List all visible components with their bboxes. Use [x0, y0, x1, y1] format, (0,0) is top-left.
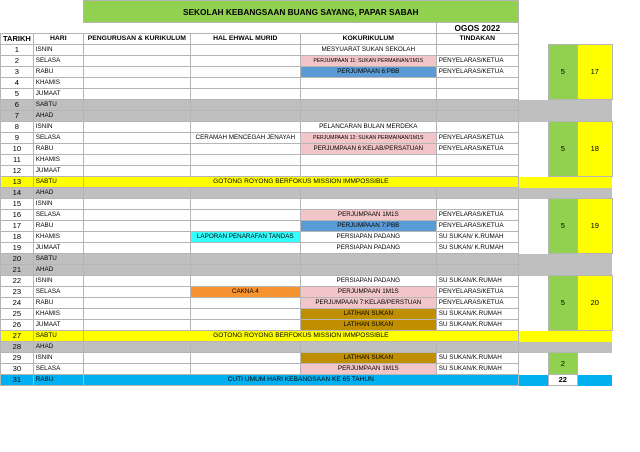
pengurusan-cell [83, 199, 190, 210]
kokurikulum-cell [300, 188, 436, 199]
date-cell: 5 [1, 89, 34, 100]
kokurikulum-cell [300, 89, 436, 100]
spacer [577, 111, 612, 122]
pengurusan-cell [83, 56, 190, 67]
hem-cell [190, 100, 300, 111]
hem-cell [190, 56, 300, 67]
spacer [518, 298, 548, 309]
spacer [577, 342, 612, 353]
day-cell: ISNIN [33, 276, 83, 287]
week-number: 18 [577, 122, 612, 177]
tindakan-cell: PENYELARAS/KETUA [436, 133, 518, 144]
date-cell: 25 [1, 309, 34, 320]
week-days-count: 2 [548, 353, 577, 375]
spacer [518, 276, 548, 287]
hem-cell [190, 111, 300, 122]
spacer [518, 177, 548, 188]
spacer [548, 342, 577, 353]
date-cell: 13 [1, 177, 34, 188]
tindakan-cell: PENYELARAS/KETUA [436, 287, 518, 298]
pengurusan-cell [83, 254, 190, 265]
schedule-row [1, 56, 613, 67]
date-cell: 18 [1, 232, 34, 243]
spacer [518, 265, 548, 276]
spacer [577, 331, 612, 342]
header-kokurikulum: KOKURIKULUM [300, 34, 436, 45]
spacer [518, 210, 548, 221]
day-cell: RABU [33, 144, 83, 155]
kokurikulum-cell [300, 342, 436, 353]
tindakan-cell [436, 45, 518, 56]
spacer [518, 331, 548, 342]
day-cell: JUMAAT [33, 166, 83, 177]
tindakan-cell: SU SUKAN/K.RUMAH [436, 309, 518, 320]
schedule-row [1, 331, 613, 342]
week-days-count: 5 [548, 276, 577, 331]
pengurusan-cell [83, 188, 190, 199]
spacer [577, 177, 612, 188]
spacer [518, 45, 548, 56]
kokurikulum-cell: PERJUMPAAN 7:KELAB/PERSTUAN [300, 298, 436, 309]
week-days-count: 5 [548, 122, 577, 177]
spacer [548, 265, 577, 276]
tindakan-cell [436, 155, 518, 166]
schedule-row [1, 111, 613, 122]
spacer [577, 375, 612, 386]
schedule-row [1, 232, 613, 243]
header-pengurusan: PENGURUSAN & KURIKULUM [83, 34, 190, 45]
kokurikulum-cell: PERSIAPAN PADANG [300, 232, 436, 243]
day-cell: SELASA [33, 287, 83, 298]
spacer [518, 188, 548, 199]
tindakan-cell [436, 188, 518, 199]
pengurusan-cell [83, 133, 190, 144]
kokurikulum-cell [300, 265, 436, 276]
spacer [518, 199, 548, 210]
hem-cell [190, 155, 300, 166]
date-cell: 2 [1, 56, 34, 67]
spacer [518, 243, 548, 254]
schedule-row [1, 221, 613, 232]
tindakan-cell: PENYELARAS/KETUA [436, 56, 518, 67]
tindakan-cell: PENYELARAS/KETUA [436, 67, 518, 78]
day-cell: SABTU [33, 254, 83, 265]
pengurusan-cell [83, 309, 190, 320]
week-count-total: 22 [548, 375, 577, 386]
day-cell: RABU [33, 221, 83, 232]
tindakan-cell [436, 254, 518, 265]
schedule-row [1, 45, 613, 56]
hem-cell: CERAMAH MENCEGAH JENAYAH [190, 133, 300, 144]
kokurikulum-cell: PERSIAPAN PADANG [300, 243, 436, 254]
spacer [577, 188, 612, 199]
day-cell: KHAMIS [33, 78, 83, 89]
hem-cell: CAKNA 4 [190, 287, 300, 298]
spacer [518, 232, 548, 243]
kokurikulum-cell: PERJUMPAAN 6:KELAB/PERSATUAN [300, 144, 436, 155]
pengurusan-cell [83, 45, 190, 56]
date-cell: 24 [1, 298, 34, 309]
schedule-row [1, 375, 613, 386]
date-cell: 21 [1, 265, 34, 276]
hem-cell [190, 276, 300, 287]
hem-cell [190, 67, 300, 78]
spacer [548, 254, 577, 265]
schedule-row [1, 155, 613, 166]
week-number: 20 [577, 276, 612, 331]
date-cell: 8 [1, 122, 34, 133]
date-cell: 14 [1, 188, 34, 199]
day-cell: SELASA [33, 56, 83, 67]
spacer [518, 56, 548, 67]
spacer [518, 254, 548, 265]
day-cell: JUMAAT [33, 243, 83, 254]
schedule-row [1, 144, 613, 155]
date-cell: 19 [1, 243, 34, 254]
schedule-row [1, 298, 613, 309]
schedule-row [1, 353, 613, 364]
schedule-row [1, 122, 613, 133]
schedule-row [1, 243, 613, 254]
event-banner: GOTONG ROYONG BERFOKUS MISSION IMMPOSSIBLE [83, 331, 518, 342]
event-banner: CUTI UMUM HARI KEBANGSAAN KE 65 TAHUN [83, 375, 518, 386]
date-cell: 9 [1, 133, 34, 144]
hem-cell [190, 309, 300, 320]
day-cell: AHAD [33, 265, 83, 276]
spacer [518, 353, 548, 364]
tindakan-cell [436, 100, 518, 111]
schedule-row [1, 199, 613, 210]
tindakan-cell [436, 122, 518, 133]
schedule-row [1, 364, 613, 375]
kokurikulum-cell [300, 166, 436, 177]
kokurikulum-cell [300, 254, 436, 265]
schedule-row [1, 210, 613, 221]
spacer [518, 364, 548, 375]
kokurikulum-cell: LATIHAN SUKAN [300, 320, 436, 331]
date-cell: 17 [1, 221, 34, 232]
spacer [577, 265, 612, 276]
tindakan-cell: PENYELARAS/KETUA [436, 221, 518, 232]
tindakan-cell [436, 199, 518, 210]
pengurusan-cell [83, 221, 190, 232]
day-cell: ISNIN [33, 353, 83, 364]
spacer [548, 188, 577, 199]
hem-cell [190, 320, 300, 331]
spacer [518, 375, 548, 386]
spacer [548, 100, 577, 111]
header-tindakan: TINDAKAN [436, 34, 518, 45]
day-cell: RABU [33, 67, 83, 78]
kokurikulum-cell: PELANCARAN BULAN MERDEKA [300, 122, 436, 133]
schedule-row [1, 342, 613, 353]
tindakan-cell: SU SUKAN/ K.RUMAH [436, 243, 518, 254]
spacer [518, 122, 548, 133]
kokurikulum-cell [300, 199, 436, 210]
pengurusan-cell [83, 364, 190, 375]
spacer [548, 177, 577, 188]
date-cell: 29 [1, 353, 34, 364]
date-cell: 1 [1, 45, 34, 56]
day-cell: SABTU [33, 100, 83, 111]
tindakan-cell: PENYELARAS/KETUA [436, 298, 518, 309]
pengurusan-cell [83, 320, 190, 331]
spacer [518, 320, 548, 331]
hem-cell [190, 144, 300, 155]
pengurusan-cell [83, 89, 190, 100]
schedule-row [1, 89, 613, 100]
week-number: 17 [577, 45, 612, 100]
date-cell: 11 [1, 155, 34, 166]
spacer [518, 144, 548, 155]
hem-cell [190, 254, 300, 265]
day-cell: RABU [33, 375, 83, 386]
schedule-row [1, 177, 613, 188]
date-cell: 28 [1, 342, 34, 353]
date-cell: 15 [1, 199, 34, 210]
day-cell: AHAD [33, 342, 83, 353]
kokurikulum-cell: PERJUMPAAN 12: SUKAN PERMAINAN/1M1S [300, 133, 436, 144]
header-tarikh: TARIKH [1, 34, 34, 45]
tindakan-cell [436, 89, 518, 100]
week-days-count: 5 [548, 45, 577, 100]
pengurusan-cell [83, 232, 190, 243]
tindakan-cell: SU SUKAN/K.RUMAH [436, 276, 518, 287]
schedule-row [1, 287, 613, 298]
pengurusan-cell [83, 78, 190, 89]
date-cell: 4 [1, 78, 34, 89]
school-title: SEKOLAH KEBANGSAAN BUANG SAYANG, PAPAR SABAH [83, 1, 518, 23]
day-cell: KHAMIS [33, 309, 83, 320]
tindakan-cell [436, 342, 518, 353]
tindakan-cell: PENYELARAS/KETUA [436, 210, 518, 221]
day-cell: ISNIN [33, 45, 83, 56]
spacer [577, 100, 612, 111]
hem-cell [190, 243, 300, 254]
schedule-row [1, 254, 613, 265]
date-cell: 3 [1, 67, 34, 78]
pengurusan-cell [83, 210, 190, 221]
schedule-row [1, 188, 613, 199]
spacer [518, 67, 548, 78]
hem-cell [190, 199, 300, 210]
spacer [518, 100, 548, 111]
day-cell: SELASA [33, 210, 83, 221]
kokurikulum-cell: PERJUMPAAN 6:PBB [300, 67, 436, 78]
date-cell: 27 [1, 331, 34, 342]
hem-cell [190, 89, 300, 100]
spacer [577, 254, 612, 265]
date-cell: 26 [1, 320, 34, 331]
tindakan-cell [436, 265, 518, 276]
kokurikulum-cell: PERJUMPAAN 11: SUKAN PERMAINAN/1M1S [300, 56, 436, 67]
date-cell: 10 [1, 144, 34, 155]
tindakan-cell: PENYELARAS/KETUA [436, 144, 518, 155]
tindakan-cell [436, 78, 518, 89]
day-cell: AHAD [33, 111, 83, 122]
schedule-row [1, 276, 613, 287]
kokurikulum-cell [300, 111, 436, 122]
hem-cell [190, 353, 300, 364]
hem-cell [190, 122, 300, 133]
tindakan-cell: SU SUKAN/K.RUMAH [436, 364, 518, 375]
hem-cell [190, 364, 300, 375]
week-days-count: 5 [548, 199, 577, 254]
day-cell: SABTU [33, 177, 83, 188]
pengurusan-cell [83, 298, 190, 309]
spacer [518, 111, 548, 122]
spacer [518, 287, 548, 298]
date-cell: 16 [1, 210, 34, 221]
hem-cell [190, 298, 300, 309]
week-number: 19 [577, 199, 612, 254]
day-cell: KHAMIS [33, 232, 83, 243]
date-cell: 23 [1, 287, 34, 298]
month-label: OGOS 2022 [436, 23, 518, 34]
schedule-row [1, 265, 613, 276]
schedule-row [1, 78, 613, 89]
pengurusan-cell [83, 67, 190, 78]
hem-cell [190, 188, 300, 199]
hem-cell [190, 45, 300, 56]
day-cell: SABTU [33, 331, 83, 342]
pengurusan-cell [83, 100, 190, 111]
hem-cell [190, 342, 300, 353]
hem-cell [190, 166, 300, 177]
pengurusan-cell [83, 243, 190, 254]
pengurusan-cell [83, 122, 190, 133]
date-cell: 22 [1, 276, 34, 287]
pengurusan-cell [83, 276, 190, 287]
event-banner: GOTONG ROYONG BERFOKUS MISSION IMMPOSSIBLE [83, 177, 518, 188]
kokurikulum-cell: PERJUMPAAN 1M1S [300, 287, 436, 298]
date-cell: 20 [1, 254, 34, 265]
spacer [577, 353, 612, 375]
kokurikulum-cell: LATIHAN SUKAN [300, 353, 436, 364]
kokurikulum-cell: MESYUARAT SUKAN SEKOLAH [300, 45, 436, 56]
hem-cell [190, 221, 300, 232]
kokurikulum-cell [300, 100, 436, 111]
date-cell: 6 [1, 100, 34, 111]
kokurikulum-cell [300, 155, 436, 166]
spacer [518, 78, 548, 89]
spacer [518, 221, 548, 232]
day-cell: RABU [33, 298, 83, 309]
schedule-row [1, 166, 613, 177]
schedule-row [1, 67, 613, 78]
date-cell: 12 [1, 166, 34, 177]
kokurikulum-cell: PERJUMPAAN 1M1S [300, 364, 436, 375]
pengurusan-cell [83, 166, 190, 177]
day-cell: KHAMIS [33, 155, 83, 166]
day-cell: SELASA [33, 364, 83, 375]
spacer [518, 309, 548, 320]
spacer [548, 111, 577, 122]
tindakan-cell [436, 166, 518, 177]
schedule-row [1, 309, 613, 320]
pengurusan-cell [83, 353, 190, 364]
hem-cell [190, 265, 300, 276]
spacer [518, 342, 548, 353]
pengurusan-cell [83, 111, 190, 122]
pengurusan-cell [83, 287, 190, 298]
kokurikulum-cell: LATIHAN SUKAN [300, 309, 436, 320]
date-cell: 7 [1, 111, 34, 122]
date-cell: 30 [1, 364, 34, 375]
date-cell: 31 [1, 375, 34, 386]
hem-cell: LAPORAN PENARAFAN TANDAS [190, 232, 300, 243]
header-hari: HARI [33, 34, 83, 45]
hem-cell [190, 210, 300, 221]
kokurikulum-cell [300, 78, 436, 89]
schedule-row [1, 100, 613, 111]
kokurikulum-cell: PERJUMPAAN 1M1S [300, 210, 436, 221]
spacer [518, 155, 548, 166]
tindakan-cell [436, 111, 518, 122]
pengurusan-cell [83, 155, 190, 166]
header-hem: HAL EHWAL MURID [190, 34, 300, 45]
day-cell: SELASA [33, 133, 83, 144]
tindakan-cell: SU SUKAN/ K.RUMAH [436, 232, 518, 243]
day-cell: AHAD [33, 188, 83, 199]
day-cell: JUMAAT [33, 320, 83, 331]
day-cell: ISNIN [33, 199, 83, 210]
pengurusan-cell [83, 144, 190, 155]
pengurusan-cell [83, 342, 190, 353]
tindakan-cell: SU SUKAN/K.RUMAH [436, 353, 518, 364]
spacer [518, 166, 548, 177]
schedule-row [1, 133, 613, 144]
kokurikulum-cell: PERSIAPAN PADANG [300, 276, 436, 287]
pengurusan-cell [83, 265, 190, 276]
spacer [518, 89, 548, 100]
spacer [518, 133, 548, 144]
day-cell: ISNIN [33, 122, 83, 133]
schedule-row [1, 320, 613, 331]
hem-cell [190, 78, 300, 89]
tindakan-cell: SU SUKAN/K.RUMAH [436, 320, 518, 331]
spacer [548, 331, 577, 342]
kokurikulum-cell: PERJUMPAAN 7:PBB [300, 221, 436, 232]
day-cell: JUMAAT [33, 89, 83, 100]
